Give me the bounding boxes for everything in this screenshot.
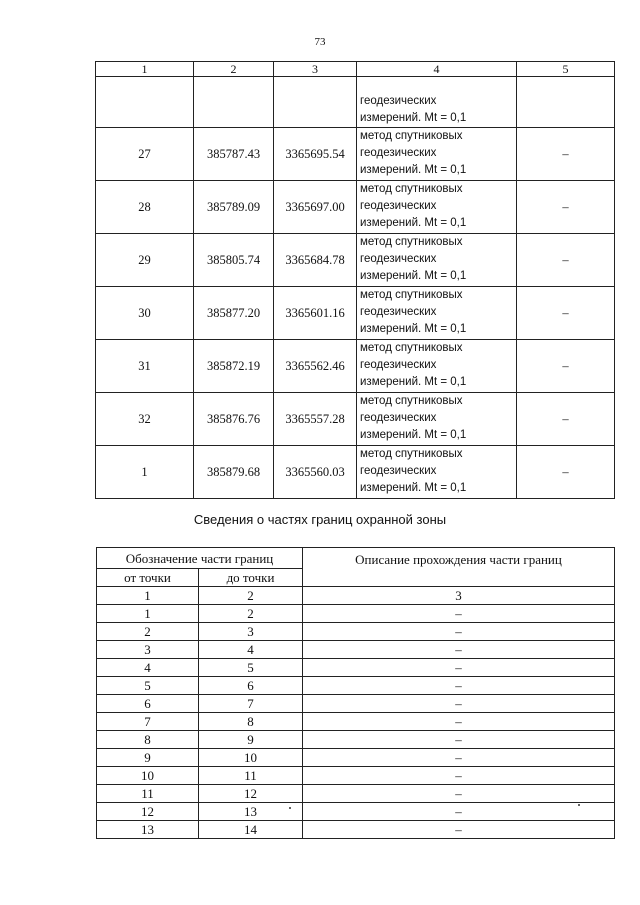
y-coordinate-cell: 3365695.54 [274,128,357,181]
col-number-1: 1 [97,587,199,605]
method-line: метод спутниковых [360,183,463,195]
description-cell: – [303,713,615,731]
point-cell: 31 [96,340,194,393]
method-line: геодезических [360,359,437,371]
point-cell: 30 [96,287,194,340]
note-cell: – [517,181,615,234]
method-line: измерений. Mt = 0,1 [360,376,467,388]
description-cell: – [303,695,615,713]
description-cell: – [303,605,615,623]
method-line: метод спутниковых [360,342,463,354]
from-point-cell: 5 [97,677,199,695]
description-cell: – [303,641,615,659]
continuation-method-cell: геодезических измерений. Mt = 0,1 [357,77,517,128]
method-cell [357,287,517,340]
note-cell: – [517,234,615,287]
from-point-cell: 4 [97,659,199,677]
coordinates-row [96,287,615,340]
coordinates-table [95,61,615,499]
to-point-cell: 9 [199,731,303,749]
method-line: геодезических [360,253,437,265]
from-point-cell: 1 [97,605,199,623]
method-line: метод спутниковых [360,130,463,142]
coordinates-header-row [96,62,615,77]
description-cell: – [303,731,615,749]
y-coordinate-cell: 3365557.28 [274,393,357,446]
to-point-cell: 12 [199,785,303,803]
col-number-1: 1 [96,62,194,77]
boundary-row [97,605,615,623]
method-line: геодезических [360,412,437,424]
description-cell: – [303,623,615,641]
method-cell [357,128,517,181]
scan-speck [578,804,580,806]
from-point-cell: 9 [97,749,199,767]
method-cell [357,234,517,287]
method-line: измерений. Mt = 0,1 [360,217,467,229]
method-line: измерений. Mt = 0,1 [360,164,467,176]
from-point-cell: 12 [97,803,199,821]
coordinates-row [96,393,615,446]
boundary-row [97,677,615,695]
x-coordinate-cell: 385789.09 [194,181,274,234]
method-line: измерений. Mt = 0,1 [360,482,467,494]
description-cell: – [303,785,615,803]
y-coordinate-cell: 3365601.16 [274,287,357,340]
to-point-cell: 14 [199,821,303,839]
continuation-row [96,77,615,128]
description-cell: – [303,821,615,839]
boundary-row [97,695,615,713]
section-heading: Сведения о частях границ охранной зоны [193,512,447,527]
boundary-row [97,623,615,641]
point-cell: 27 [96,128,194,181]
header-from-label: от точки [97,569,199,587]
method-cell [357,181,517,234]
boundary-row [97,767,615,785]
from-point-cell: 7 [97,713,199,731]
method-cell [357,446,517,499]
coordinates-row [96,446,615,499]
to-point-cell: 2 [199,605,303,623]
y-coordinate-cell: 3365562.46 [274,340,357,393]
col-number-2: 2 [194,62,274,77]
method-line: метод спутниковых [360,236,463,248]
method-line: геодезических [360,465,437,477]
y-coordinate-cell: 3365684.78 [274,234,357,287]
note-cell: – [517,128,615,181]
from-point-cell: 10 [97,767,199,785]
method-line: метод спутниковых [360,448,463,460]
coordinates-row [96,340,615,393]
coordinates-row [96,181,615,234]
boundary-row [97,749,615,767]
x-coordinate-cell: 385879.68 [194,446,274,499]
y-coordinate-cell: 3365560.03 [274,446,357,499]
boundary-row [97,731,615,749]
method-line: метод спутниковых [360,395,463,407]
header-group-label: Обозначение части границ [97,548,303,569]
point-cell: 1 [96,446,194,499]
method-line: измерений. Mt = 0,1 [360,270,467,282]
to-point-cell: 7 [199,695,303,713]
method-cell [357,393,517,446]
method-line: метод спутниковых [360,289,463,301]
boundary-row [97,713,615,731]
description-cell: – [303,803,615,821]
point-cell: 29 [96,234,194,287]
method-line: геодезических [360,147,437,159]
boundary-row [97,803,615,821]
boundary-row [97,659,615,677]
header-to-label: до точки [199,569,303,587]
note-cell: – [517,393,615,446]
to-point-cell: 4 [199,641,303,659]
description-cell: – [303,767,615,785]
boundary-row [97,641,615,659]
description-cell: – [303,749,615,767]
col-number-5: 5 [517,62,615,77]
point-cell: 32 [96,393,194,446]
coordinates-body [96,128,615,499]
col-number-3: 3 [303,587,615,605]
page-number: 73 [314,36,326,48]
method-line: измерений. Mt = 0,1 [360,323,467,335]
col-number-2: 2 [199,587,303,605]
point-cell: 28 [96,181,194,234]
from-point-cell: 2 [97,623,199,641]
to-point-cell: 6 [199,677,303,695]
to-point-cell: 10 [199,749,303,767]
method-line: геодезических [360,306,437,318]
from-point-cell: 11 [97,785,199,803]
boundary-row [97,821,615,839]
note-cell: – [517,340,615,393]
from-point-cell: 8 [97,731,199,749]
y-coordinate-cell: 3365697.00 [274,181,357,234]
method-line: измерений. Mt = 0,1 [360,429,467,441]
x-coordinate-cell: 385787.43 [194,128,274,181]
x-coordinate-cell: 385805.74 [194,234,274,287]
to-point-cell: 5 [199,659,303,677]
x-coordinate-cell: 385877.20 [194,287,274,340]
boundary-row [97,785,615,803]
to-point-cell: 3 [199,623,303,641]
col-number-4: 4 [357,62,517,77]
x-coordinate-cell: 385872.19 [194,340,274,393]
scan-speck [289,807,291,809]
to-point-cell: 11 [199,767,303,785]
x-coordinate-cell: 385876.76 [194,393,274,446]
boundary-body [97,605,615,839]
from-point-cell: 13 [97,821,199,839]
col-number-3: 3 [274,62,357,77]
from-point-cell: 6 [97,695,199,713]
boundary-parts-table [96,547,615,839]
note-cell: – [517,446,615,499]
boundary-col-number-row [97,587,615,605]
description-cell: – [303,677,615,695]
method-cell [357,340,517,393]
method-line: геодезических [360,200,437,212]
note-cell: – [517,287,615,340]
description-cell: – [303,659,615,677]
header-description-label: Описание прохождения части границ [303,548,615,587]
to-point-cell: 13 [199,803,303,821]
to-point-cell: 8 [199,713,303,731]
coordinates-row [96,128,615,181]
boundary-header-row [97,548,615,569]
from-point-cell: 3 [97,641,199,659]
coordinates-row [96,234,615,287]
